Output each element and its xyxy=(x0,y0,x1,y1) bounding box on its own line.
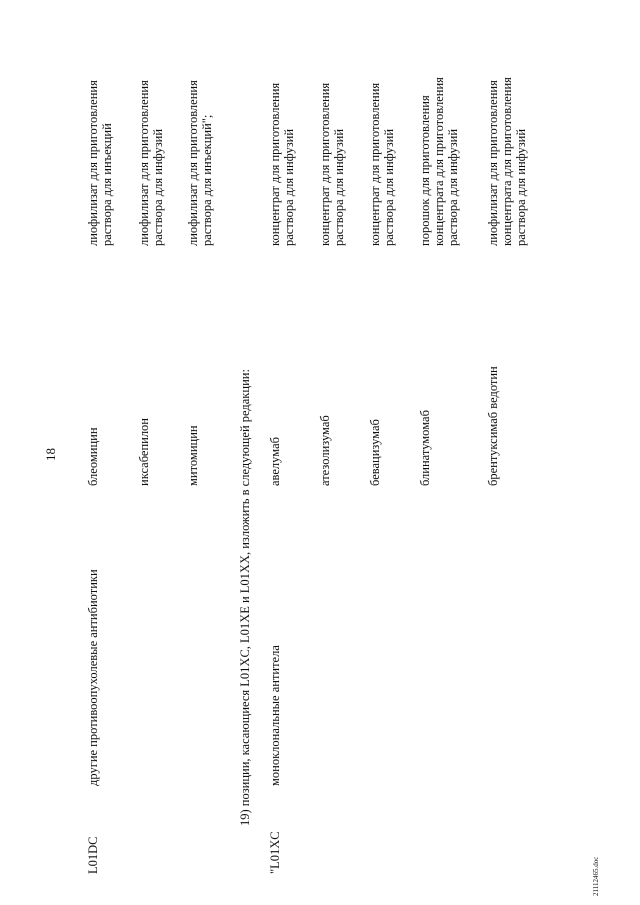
drug-name-mitomycin: митомицин xyxy=(186,425,200,486)
atc-code-l01dc: L01DC xyxy=(86,836,100,874)
drug-form-mitomycin: лиофилизат для приготовления раствора для инъекций"; xyxy=(186,80,214,246)
drug-name-avelumab: авелумаб xyxy=(268,437,282,486)
group-name-antibiotics: другие противоопухолевые антибиотики xyxy=(86,569,100,786)
footer-filename: 21112465.doc xyxy=(592,856,600,896)
drug-form-bevacizumab: концентрат для приготовления раствора для инфузий xyxy=(368,82,396,246)
drug-form-avelumab: концентрат для приготовления раствора для инфузий xyxy=(268,82,296,246)
drug-name-ixabepilone: иксабепилон xyxy=(137,418,151,486)
drug-form-bleomycin: лиофилизат для приготовления раствора для инъекций xyxy=(86,80,114,246)
drug-name-atezolizumab: атезолизумаб xyxy=(318,415,332,486)
drug-name-blinatumomab: блинатумомаб xyxy=(418,410,432,486)
drug-form-atezolizumab: концентрат для приготовления раствора для инфузий xyxy=(318,82,346,246)
drug-name-bleomycin: блеомицин xyxy=(86,427,100,486)
page-number: 18 xyxy=(43,448,58,461)
drug-name-brentuximab-vedotin: брентуксимаб ведотин xyxy=(486,366,500,486)
group-name-monoclonal-antibodies: моноклональные антитела xyxy=(268,645,282,786)
drug-form-blinatumomab: порошок для приготовления концентрата для приготовления раствора для инфузий xyxy=(418,77,460,246)
drug-name-bevacizumab: бевацизумаб xyxy=(368,419,382,486)
drug-form-brentuximab-vedotin: лиофилизат для приготовления концентрата для приготовления раствора для инфузий xyxy=(486,77,528,246)
drug-form-ixabepilone: лиофилизат для приготовления раствора для инфузий xyxy=(137,80,165,246)
instruction-line: 19) позиции, касающиеся L01XC, L01XE и L01XX, изложить в следующей редакции: xyxy=(238,369,252,826)
atc-code-l01xc: "L01XC xyxy=(268,831,282,874)
